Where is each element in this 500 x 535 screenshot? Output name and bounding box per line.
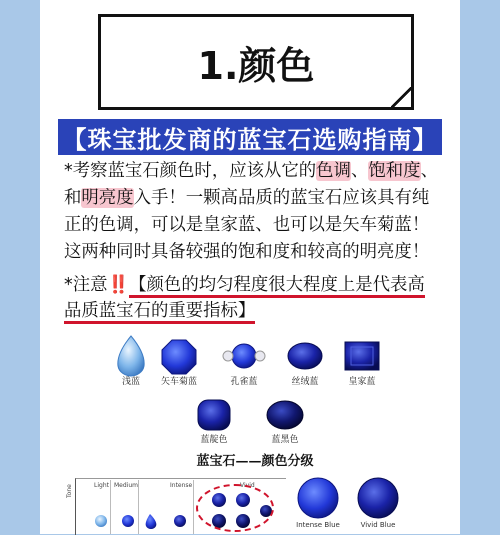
emerald-cut-gem-icon xyxy=(345,342,379,370)
note-text: 【颜色的均匀程度很大程度上是代表高 xyxy=(129,275,425,298)
scale-divider xyxy=(138,480,139,534)
scale-col-medium: Medium xyxy=(114,482,138,489)
note-prefix: *注意 xyxy=(64,275,108,295)
para-line-3: 正的色调，可以是皇家蓝、也可以是矢车菊蓝！ xyxy=(64,215,430,235)
oval-gem-icon xyxy=(288,343,322,369)
dark-oval-gem-icon xyxy=(267,401,303,429)
note-text: 品质蓝宝石的重要指标】 xyxy=(64,301,255,324)
vivid-blue-gem-icon xyxy=(358,478,398,518)
scale-divider xyxy=(193,480,194,534)
double-exclamation-icon: ‼️ xyxy=(107,275,130,295)
gem-label: 皇家蓝 xyxy=(348,377,376,387)
gem-label: 孔雀蓝 xyxy=(230,377,258,387)
gem-label: 丝绒蓝 xyxy=(291,377,319,387)
gem-label: 蓝靛色 xyxy=(200,435,228,445)
gem-label: 矢车菊蓝 xyxy=(160,377,197,387)
cushion-gem-icon xyxy=(198,400,230,430)
gem-label: 蓝黑色 xyxy=(271,435,299,445)
page-title: 1.颜色 xyxy=(197,43,315,88)
para-text: 、 xyxy=(350,161,369,181)
highlight-saturation: 饱和度 xyxy=(368,161,421,181)
octagon-gem-icon xyxy=(162,340,196,374)
intense-blue-gem-icon xyxy=(298,478,338,518)
para-text: 和 xyxy=(64,188,82,208)
para-line-4: 这两种同时具备较强的饱和度和较高的明亮度！ xyxy=(64,242,430,262)
guide-banner: 【珠宝批发商的蓝宝石选购指南】 xyxy=(58,119,442,155)
vivid-blue-label: Vivid Blue xyxy=(360,521,396,529)
tone-axis-label: Tone xyxy=(66,484,73,498)
scale-col-vivid: Vivid xyxy=(240,482,255,489)
vivid-highlight-oval xyxy=(196,484,274,532)
para-text: *考察蓝宝石颜色时，应该从它的 xyxy=(64,161,317,181)
scale-col-light: Light xyxy=(94,482,109,489)
intense-blue-label: Intense Blue xyxy=(296,521,340,529)
highlight-brightness: 明亮度 xyxy=(81,188,134,208)
highlight-hue: 色调 xyxy=(316,161,351,181)
scale-divider xyxy=(110,480,111,534)
scale-col-intense: Intense xyxy=(170,482,193,489)
para-text: 、 xyxy=(420,161,438,181)
para-text: 入手！一颗高品质的蓝宝石应该具有纯 xyxy=(133,188,430,208)
ring-gem-icon xyxy=(232,344,256,368)
gem-label: 浅蓝 xyxy=(121,377,140,387)
color-grading-caption: 蓝宝石——颜色分级 xyxy=(196,454,314,469)
pear-gem-icon xyxy=(118,336,144,376)
